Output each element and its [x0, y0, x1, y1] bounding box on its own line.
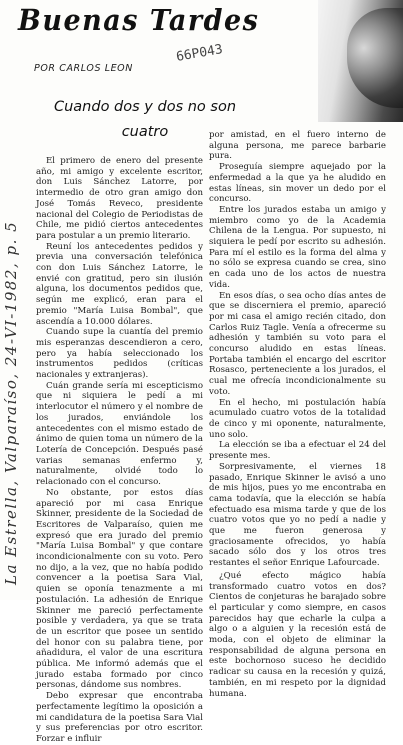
author-portrait-figure	[347, 8, 403, 108]
paragraph: En esos días, o sea ocho días antes de que se discerniera el premio, apareció por mi casa el amigo recién citado, don Carlos Ruiz Tagle. Venía a ofrecerme su adhesión y también su voto para el concurso aludido en estas líneas. Portaba también el encargo del escritor Rosasco, perteneciente a los jurados, el cual me ofrecía incondicionalmente su voto.	[209, 290, 386, 397]
paragraph: Debo expresar que encontraba perfectamente legítimo la oposición a mi candidatura de la poetisa Sara Vial y sus preferencias por otro escritor. Forzar e influir	[36, 691, 203, 744]
paragraph: ¿Qué efecto mágico había transformado cuatro votos en dos? Cientos de conjeturas he barajado sobre el particular y como siempre, en casos parecidos hay que echarle la culpa a algo o a alguien y la recesión está de moda, con el objeto de eliminar la responsabilidad de alguna persona en este bochornoso suceso he decidido radicar su causa en la recesión y quizá, también, en mi respeto por la dignidad humana.	[209, 570, 386, 699]
paragraph: Entre los jurados estaba un amigo y miembro como yo de la Academia Chilena de la Lengua. Por supuesto, ni siquiera le pedí por escrito su adhesión. Para mí el estilo es la forma del alma y no sólo se expresa cuando se crea, sino en cada uno de los actos de nuestra vida.	[209, 204, 386, 290]
paragraph: Sorpresivamente, el viernes 18 pasado, Enrique Skinner le avisó a uno de mis hijos, pues yo me encontraba en cama todavía, que la elección se había efectuado esa misma tarde y que de los cuatro votos que yo no pedí a nadie y que me fueron generosa y graciosamente ofrecidos, yo había sacado sólo dos y los otros tres restantes el señor Enrique Lafourcade.	[209, 461, 386, 569]
paragraph: En el hecho, mi postulación había acumulado cuatro votos de la totalidad de cinco y mi oponente, naturalmente, uno solo.	[209, 397, 386, 440]
paragraph: por amistad, en el fuero interno de alguna persona, me parece barbarie pura.	[209, 130, 386, 162]
paragraph: Cuando supe la cuantía del premio mis esperanzas descendieron a cero, pero ya había seleccionado los instrumentos pedidos (críticas nacionales y extranjeras).	[36, 327, 203, 381]
paragraph: Cuán grande sería mi escepticismo que ni siquiera le pedí a mi interlocutor el número y el nombre de los jurados, enviándole los antecedentes con el mismo estado de ánimo de quien toma un número de la Lotería de Concepción. Después pasé varias semanas enfermo y, naturalmente, olvidé todo lo relacionado con el concurso.	[36, 380, 203, 488]
author-photo	[318, 0, 403, 122]
paragraph: No obstante, por estos días apareció por mi casa Enrique Skinner, presidente de la Sociedad de Escritores de Valparaíso, quien me expresó que era jurado del premio "María Luisa Bombal" y que contare incondicionalmente con su voto. Pero no dijo, a la vez, que no había podido convencer a la poetisa Sara Vial, quien se oponía tenazmente a mi postulación. La adhesión de Enrique Skinner me pareció perfectamente posible y verdadera, ya que se trata de un escritor que posee un sentido del honor con su palabra tiene, por añadidura, el valor de una escritura pública. Me informó además que el jurado estaba formado por cinco personas, dándome sus nombres.	[36, 487, 203, 691]
article-headline: Cuando dos y dos no son cuatro	[53, 99, 237, 140]
paragraph: Reuní los antecedentes pedidos y previa una conversación telefónica con don Luis Sánchez Latorre, le envié con gratitud, pero sin ilusión alguna, los documentos pedidos que, según me explicó, eran para el premio "María Luisa Bombal", que ascendía a 10.000 dólares.	[36, 241, 203, 327]
byline: POR CARLOS LEON	[34, 63, 133, 74]
article-column-left	[36, 156, 203, 745]
column-masthead: Buenas Tardes	[18, 4, 260, 38]
handwritten-source-note: La Estrella, Valparaíso, 24-VI-1982, p. 5	[2, 220, 20, 585]
paragraph: El primero de enero del presente año, mi amigo y excelente escritor, don Luis Sánchez Latorre, por intermedio de otro gran amigo don José Tomás Reveco, presidente nacional del Colegio de Periodistas de Chile, me pidió ciertos antecedentes para postular a un premio literario.	[36, 156, 203, 241]
handwritten-archive-code: 66P043	[175, 42, 224, 65]
paragraph: La elección se iba a efectuar el 24 del presente mes.	[209, 440, 386, 462]
article-column-right	[209, 130, 386, 699]
paragraph: Proseguía siempre aquejado por la enfermedad a la que ya he aludido en estas líneas, sin mover un dedo por el concurso.	[209, 162, 386, 205]
